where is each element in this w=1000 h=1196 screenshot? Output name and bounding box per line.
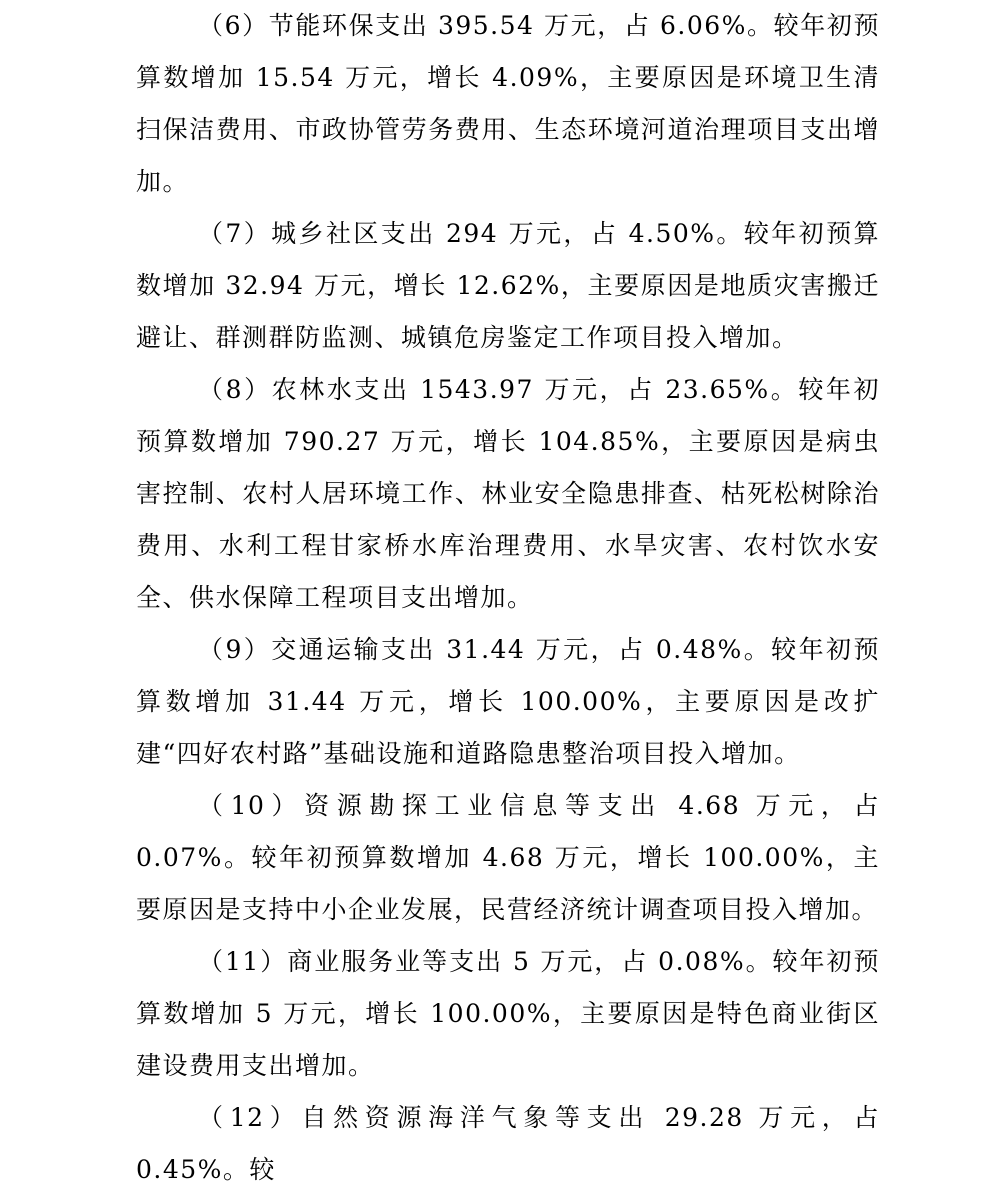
paragraph-agriculture-forestry-water: （8）农林水支出 1543.97 万元，占 23.65%。较年初预算数增加 790.27 万元，增长 104.85%，主要原因是病虫害控制、农村人居环境工作、林业安全隐患排查、枯死松树除治费用、水利工程甘家桥水库治理费用、水旱灾害、农村饮水安全、供水保障工程项目支出增加。 [136, 375, 880, 612]
document-body [136, 0, 880, 1196]
paragraph-commerce-services: （11）商业服务业等支出 5 万元，占 0.08%。较年初预算数增加 5 万元，增长 100.00%，主要原因是特色商业街区建设费用支出增加。 [136, 947, 880, 1080]
paragraph-natural-resources-ocean-weather: （12）自然资源海洋气象等支出 29.28 万元，占 0.45%。较 [136, 1103, 880, 1184]
paragraph-transportation: （9）交通运输支出 31.44 万元，占 0.48%。较年初预算数增加 31.44 万元，增长 100.00%，主要原因是改扩建“四好农村路”基础设施和道路隐患整治项目投入增加。 [136, 635, 880, 768]
paragraph-resource-exploration-industry: （10）资源勘探工业信息等支出 4.68 万元，占 0.07%。较年初预算数增加 4.68 万元，增长 100.00%，主要原因是支持中小企业发展，民营经济统计调查项目投入增加。 [136, 791, 880, 924]
paragraph-urban-rural-community: （7）城乡社区支出 294 万元，占 4.50%。较年初预算数增加 32.94 万元，增长 12.62%，主要原因是地质灾害搬迁避让、群测群防监测、城镇危房鉴定工作项目投入增加。 [136, 219, 880, 352]
paragraph-energy-environment: （6）节能环保支出 395.54 万元，占 6.06%。较年初预算数增加 15.54 万元，增长 4.09%，主要原因是环境卫生清扫保洁费用、市政协管劳务费用、生态环境河道治理项目支出增加。 [136, 11, 880, 196]
